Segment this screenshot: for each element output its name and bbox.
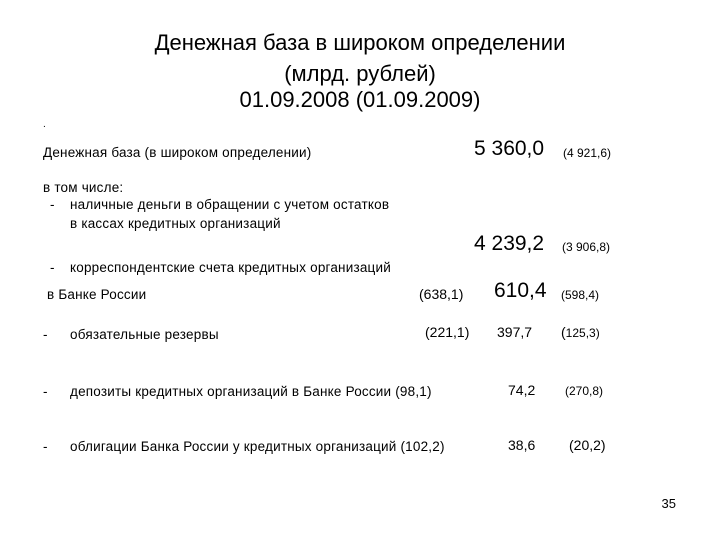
cash-label-line1: наличные деньги в обращении с учетом остатков	[70, 197, 390, 212]
reserves-prev-value	[561, 324, 600, 342]
corr-old-value: (638,1)	[419, 286, 464, 302]
bonds-dash: -	[43, 439, 48, 454]
cash-dash: -	[50, 197, 55, 212]
corr-label-line1: корреспондентские счета кредитных организаций	[70, 260, 391, 275]
deposits-dash: -	[43, 384, 48, 399]
corr-value: 610,4	[494, 279, 547, 302]
reserves-label: обязательные резервы	[70, 327, 219, 342]
deposits-prev-value: (270,8)	[565, 384, 604, 398]
base-prev-value: (4 921,6)	[563, 146, 612, 160]
reserves-prev-paren: (	[561, 324, 566, 340]
bonds-prev-value: (20,2)	[569, 437, 606, 453]
cash-value: 4 239,2	[474, 232, 545, 255]
deposits-value: 74,2	[508, 382, 536, 398]
base-label: Денежная база (в широком определении)	[43, 145, 312, 160]
bonds-label: облигации Банка России у кредитных организаций (102,2)	[70, 439, 445, 454]
including-label: в том числе:	[43, 180, 124, 195]
page-number: 35	[661, 496, 676, 511]
reserves-old-value: (221,1)	[425, 324, 470, 340]
bonds-value: 38,6	[508, 437, 536, 453]
base-value: 5 360,0	[474, 137, 545, 160]
cash-prev-value: (3 906,8)	[562, 240, 611, 254]
slide-title-units: (млрд. рублей)	[284, 61, 436, 86]
cash-label-line2: в кассах кредитных организаций	[70, 216, 281, 231]
corr-label-line2: в Банке России	[47, 287, 147, 302]
corr-dash: -	[50, 260, 55, 275]
corr-prev-value: (598,4)	[561, 288, 600, 302]
deposits-label: депозиты кредитных организаций в Банке России (98,1)	[70, 384, 432, 399]
reserves-dash: -	[43, 327, 48, 342]
stray-dot: .	[43, 119, 46, 130]
reserves-prev-rest: 125,3)	[565, 326, 600, 340]
slide-title-line1: Денежная база в широком определении	[154, 30, 566, 55]
slide-title-dates: 01.09.2008 (01.09.2009)	[239, 87, 481, 112]
reserves-value: 397,7	[497, 324, 533, 340]
